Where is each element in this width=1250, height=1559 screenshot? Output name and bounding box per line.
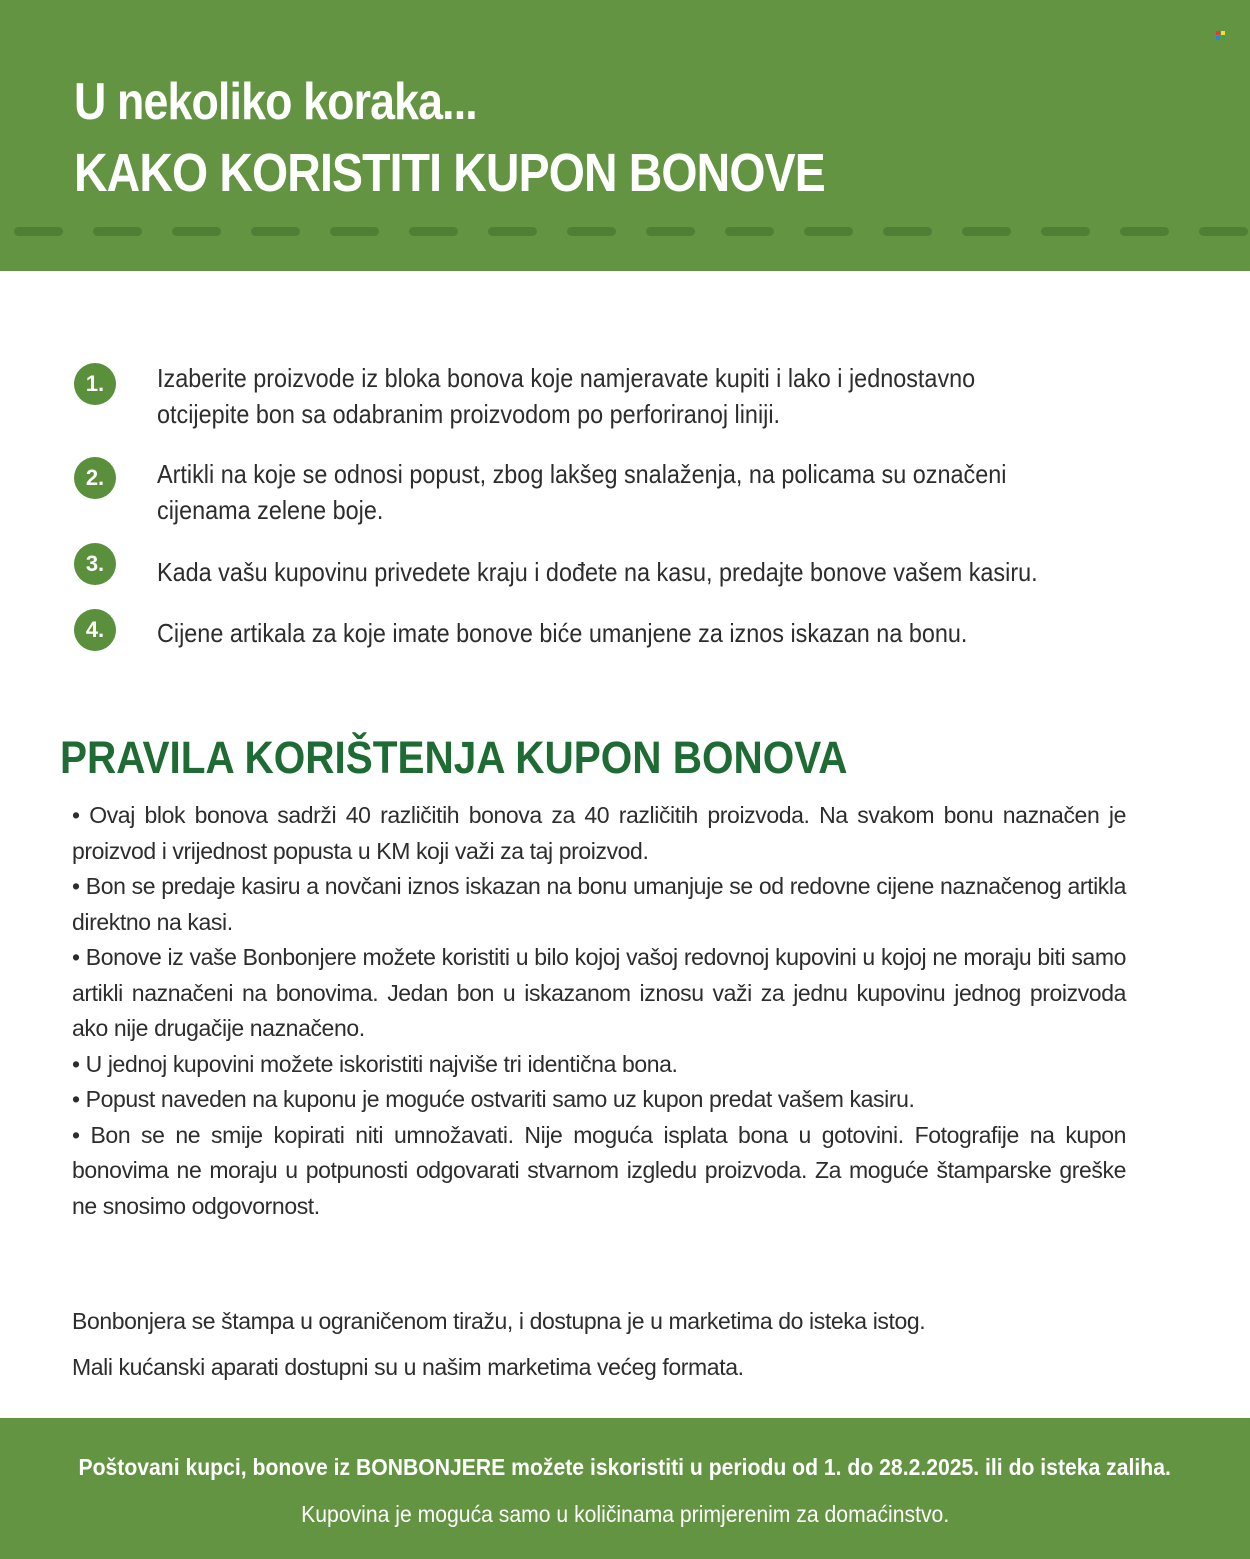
perforation-dash <box>1199 227 1248 236</box>
step-text <box>157 554 1057 590</box>
perforation-dash <box>567 227 616 236</box>
step-number-badge: 2. <box>74 457 116 499</box>
perforation-dash <box>172 227 221 236</box>
header-title-line2: KAKO KORISTITI KUPON BONOVE <box>74 143 825 203</box>
rule-item: • Ovaj blok bonova sadrži 40 različitih bonova za 40 različitih proizvoda. Na svakom bonu naznačen je proizvod i vrijednost popusta u KM koji važi za taj proizvod. <box>72 802 1126 864</box>
perforation-dash <box>93 227 142 236</box>
perforation-dash <box>330 227 379 236</box>
perforation-dash <box>646 227 695 236</box>
step-text-line: Kada vašu kupovinu privedete kraju i dođete na kasu, predajte bonove vašem kasiru. <box>157 557 1038 587</box>
perforation-dash <box>488 227 537 236</box>
rules-list <box>72 798 1126 1224</box>
footer-banner <box>0 1418 1250 1559</box>
perforation-dash <box>1041 227 1090 236</box>
header-banner <box>0 0 1250 271</box>
note-item: Bonbonjera se štampa u ograničenom tiražu, i dostupna je u marketima do isteka istog. <box>72 1308 926 1334</box>
step-text <box>157 615 1057 651</box>
step-text-line: Artikli na koje se odnosi popust, zbog lakšeg snalaženja, na policama su označeni <box>157 459 1007 489</box>
step-text-line: otcijepite bon sa odabranim proizvodom po perforiranoj liniji. <box>157 399 781 429</box>
perforation-line <box>14 227 1250 237</box>
perforation-dash <box>14 227 63 236</box>
step-text <box>157 360 1057 432</box>
step-text <box>157 456 1057 528</box>
step-text-line: Izaberite proizvode iz bloka bonova koje namjeravate kupiti i lako i jednostavno <box>157 363 976 393</box>
step-number-badge: 3. <box>74 543 116 585</box>
perforation-dash <box>1120 227 1169 236</box>
perforation-dash <box>804 227 853 236</box>
rules-title: PRAVILA KORIŠTENJA KUPON BONOVA <box>60 732 848 783</box>
rule-item: • Bon se predaje kasiru a novčani iznos iskazan na bonu umanjuje se od redovne cijene naznačenog artikla direktno na kasi. <box>72 873 1126 935</box>
footer-purchase-limit-text: Kupovina je moguća samo u količinama primjerenim za domaćinstvo. <box>300 1501 950 1527</box>
note-item: Mali kućanski aparati dostupni su u našim marketima većeg formata. <box>72 1354 744 1380</box>
step-number-badge: 4. <box>74 609 116 651</box>
rule-item: • U jednoj kupovini možete iskoristiti najviše tri identična bona. <box>72 1050 678 1077</box>
perforation-dash <box>962 227 1011 236</box>
rule-item: • Bon se ne smije kopirati niti umnožavati. Nije moguća isplata bona u gotovini. Fotografije na kupon bonovima ne moraju u potpunosti odgovarati stvarnom izgledu proizvoda. Za moguće štamparske greške ne snosimo odgovornost. <box>72 1121 1126 1219</box>
perforation-dash <box>883 227 932 236</box>
brand-dots-icon <box>1216 31 1226 41</box>
perforation-dash <box>251 227 300 236</box>
step-text-line: Cijene artikala za koje imate bonove biće umanjene za iznos iskazan na bonu. <box>157 618 968 648</box>
notes-section <box>72 1303 1172 1395</box>
perforation-dash <box>725 227 774 236</box>
rule-item: • Popust naveden na kuponu je moguće ostvariti samo uz kupon predat vašem kasiru. <box>72 1086 915 1112</box>
perforation-dash <box>409 227 458 236</box>
footer-validity-text: Poštovani kupci, bonove iz BONBONJERE možete iskoristiti u periodu od 1. do 28.2.2025. ili do isteka zaliha. <box>78 1454 1172 1480</box>
step-number-badge: 1. <box>74 363 116 405</box>
step-text-line: cijenama zelene boje. <box>157 495 384 525</box>
header-title-line1: U nekoliko koraka... <box>74 73 477 131</box>
rule-item: • Bonove iz vaše Bonbonjere možete koristiti u bilo kojoj vašoj redovnoj kupovini u kojoj ne moraju biti samo artikli naznačeni na bonovima. Jedan bon u iskazanom iznosu važi za jednu kupovinu jednog proizvoda ako nije drugačije naznačeno. <box>72 944 1126 1041</box>
